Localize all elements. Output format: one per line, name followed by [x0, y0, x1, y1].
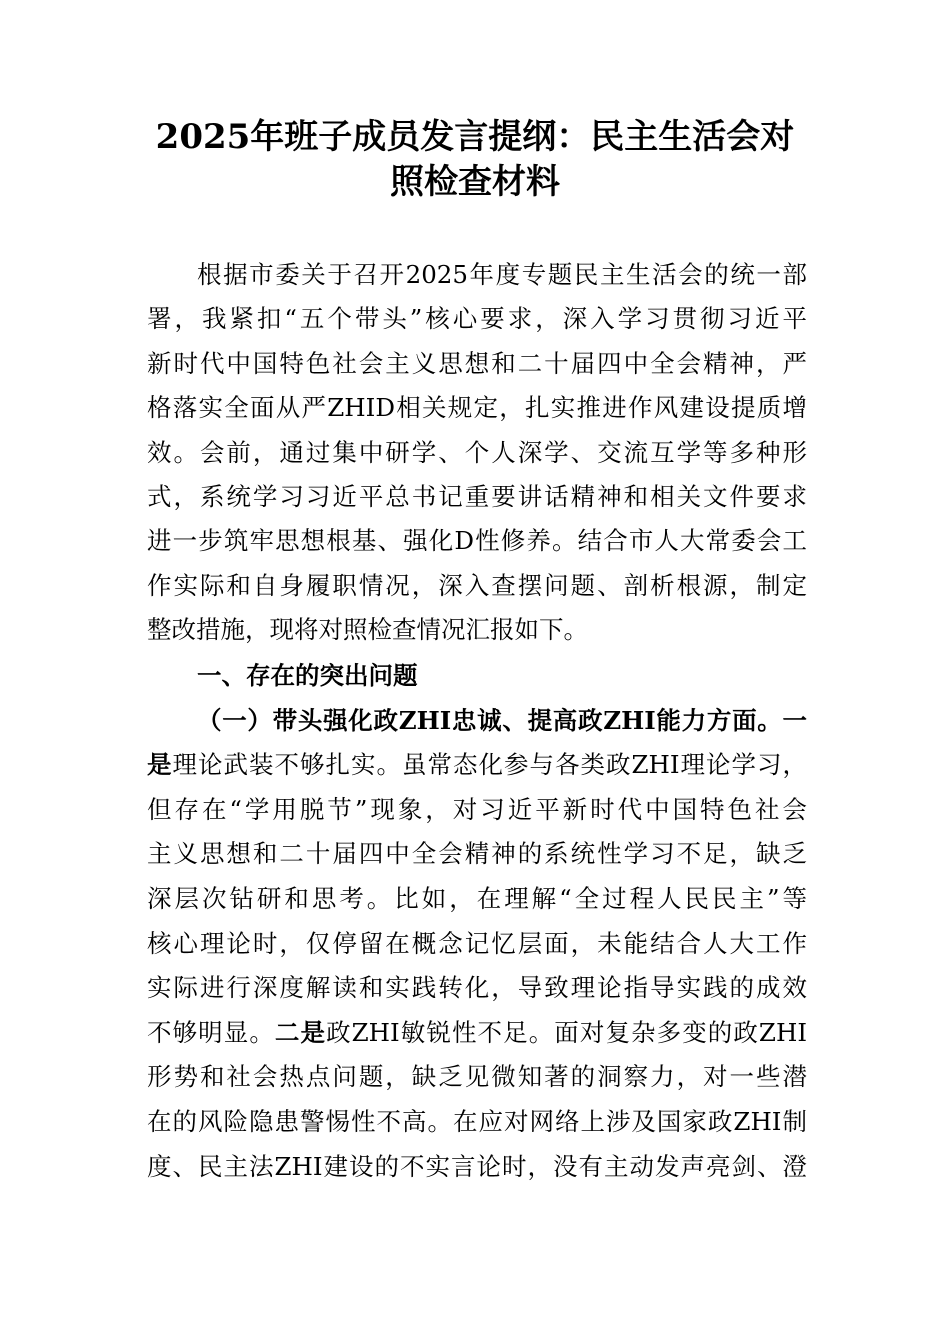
- bold-text: 是: [147, 750, 173, 780]
- bold-text: 二是: [274, 1017, 327, 1047]
- text-line: [197, 260, 807, 290]
- bold-text: （一）带头强化政ZHI忠诚、提高政ZHI能力方面。一: [197, 705, 807, 735]
- text-line: [147, 304, 807, 334]
- text-segment: 核心理论时，仅停留在概念记忆层面，未能结合人大工作: [147, 928, 807, 958]
- text-line: [147, 1062, 807, 1092]
- text-segment: 深层次钻研和思考。比如，在理解“全过程人民民主”等: [147, 884, 807, 913]
- text-line: [147, 839, 807, 869]
- text-line: [147, 526, 807, 556]
- text-line: [147, 438, 807, 468]
- text-segment: 不够明显。: [147, 1017, 275, 1047]
- text-line: [147, 1107, 807, 1137]
- text-segment: 理论武装不够扎实。虽常态化参与各类政ZHI理论学习，: [172, 750, 807, 780]
- text-segment: 格落实全面从严ZHID相关规定，扎实推进作风建设提质增: [147, 393, 807, 423]
- text-segment: 主义思想和二十届四中全会精神的系统性学习不足，缺乏: [147, 839, 807, 869]
- text-segment: 式，系统学习习近平总书记重要讲话精神和相关文件要求: [147, 482, 807, 511]
- text-line: [197, 706, 807, 736]
- text-line: [147, 349, 807, 379]
- text-segment: 度、民主法ZHI建设的不实言论时，没有主动发声亮剑、澄: [147, 1151, 807, 1181]
- section-heading: [197, 661, 807, 691]
- text-segment: 在的风险隐患警惕性不高。在应对网络上涉及国家政ZHI制: [147, 1107, 807, 1136]
- text-line: [147, 1152, 807, 1182]
- text-line: [147, 973, 807, 1003]
- text-line: [147, 929, 807, 959]
- text-segment: 根据市委关于召开2025年度专题民主生活会的统一部: [197, 260, 807, 289]
- text-segment: 但存在“学用脱节”现象，对习近平新时代中国特色社会: [147, 794, 807, 824]
- bold-text: 一、存在的突出问题: [197, 661, 418, 690]
- text-segment: 新时代中国特色社会主义思想和二十届四中全会精神，严: [147, 348, 807, 378]
- text-segment: 署，我紧扣“五个带头”核心要求，深入学习贯彻习近平: [147, 304, 807, 334]
- text-segment: 作实际和自身履职情况，深入查摆问题、剖析根源，制定: [147, 570, 807, 600]
- text-segment: 整改措施，现将对照检查情况汇报如下。: [147, 615, 588, 645]
- text-segment: 效。会前，通过集中研学、个人深学、交流互学等多种形: [147, 437, 807, 467]
- text-line: [147, 795, 807, 825]
- text-segment: 形势和社会热点问题，缺乏见微知著的洞察力，对一些潜: [147, 1062, 807, 1092]
- text-line: [147, 571, 807, 601]
- title-line-2: 照检查材料: [390, 162, 560, 202]
- text-segment: 实际进行深度解读和实践转化，导致理论指导实践的成效: [147, 973, 807, 1003]
- text-line: [147, 1018, 807, 1048]
- text-line: [147, 884, 807, 914]
- text-line: [147, 482, 807, 512]
- text-line: [147, 750, 807, 780]
- text-segment: 政ZHI敏锐性不足。面对复杂多变的政ZHI: [326, 1017, 808, 1047]
- text-line: [147, 615, 807, 645]
- text-line: [147, 393, 807, 423]
- title-line-1: 2025年班子成员发言提纲：民主生活会对: [155, 117, 795, 157]
- text-segment: 进一步筑牢思想根基、强化D性修养。结合市人大常委会工: [147, 526, 807, 556]
